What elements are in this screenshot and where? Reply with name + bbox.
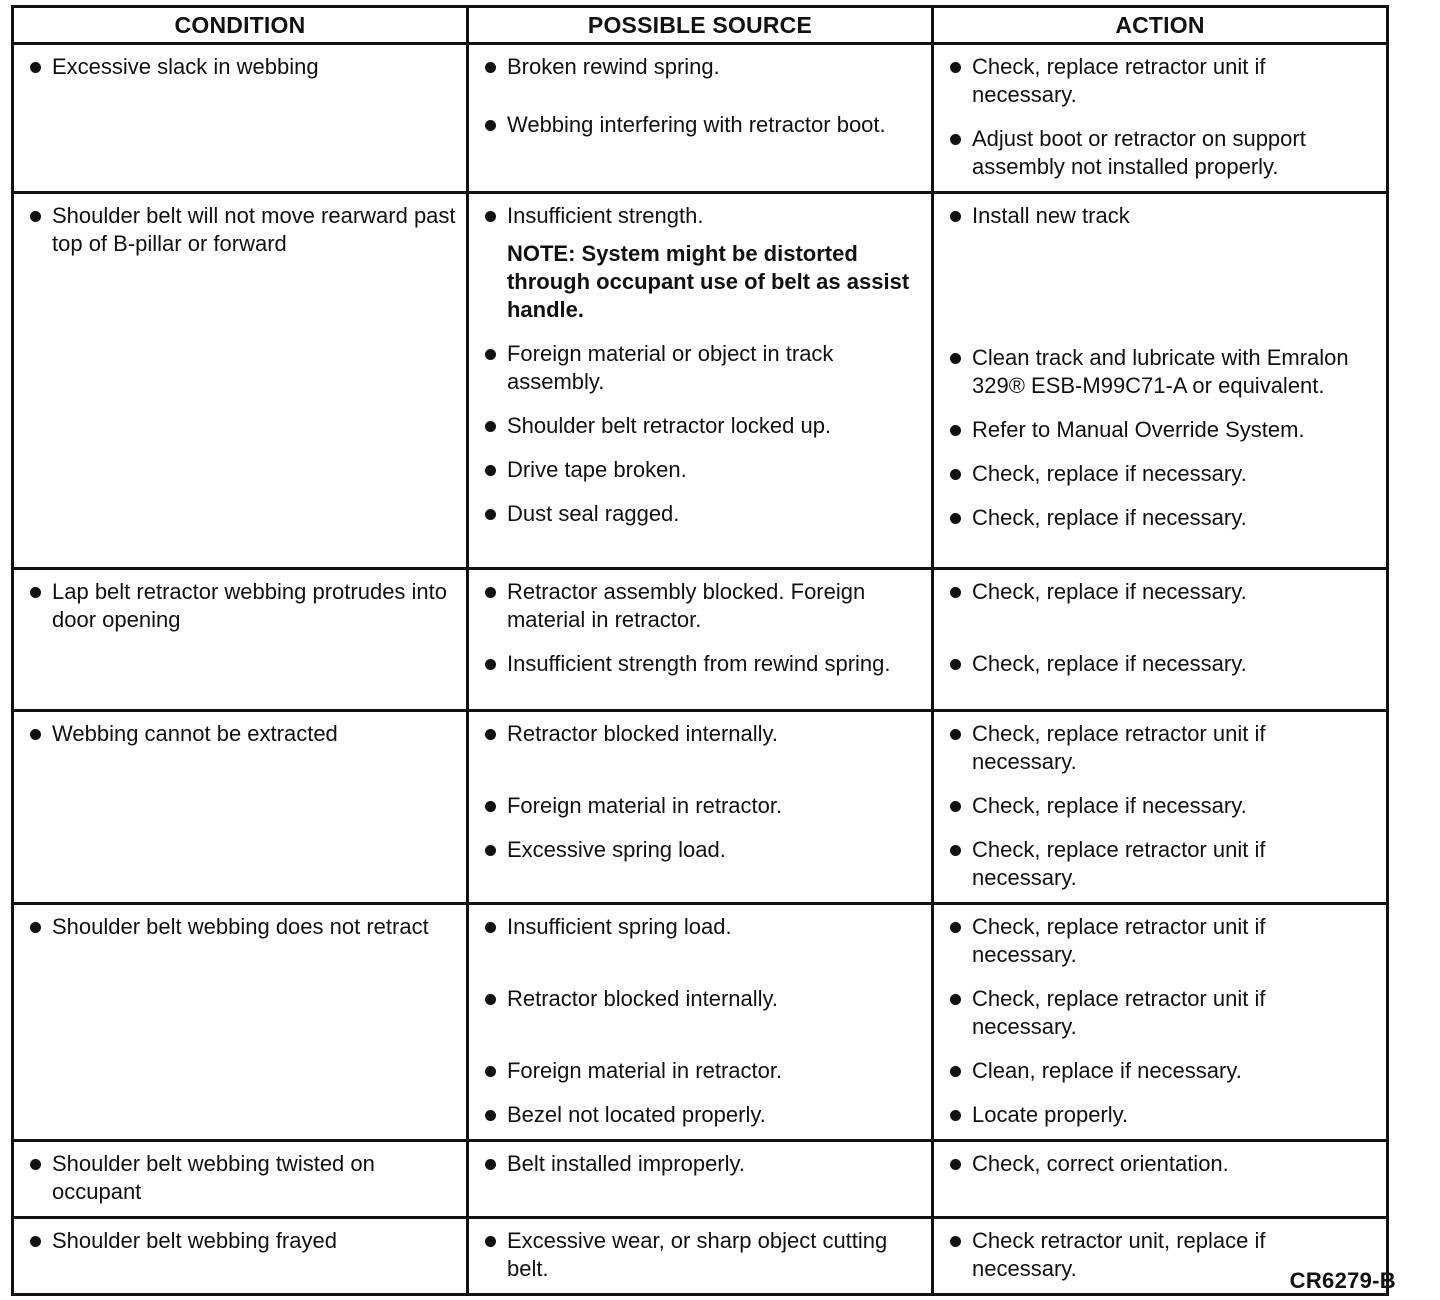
action-item	[948, 460, 1376, 488]
possible-source-header: POSSIBLE SOURCE	[467, 7, 932, 44]
bullet-icon	[483, 500, 507, 528]
table-row	[13, 44, 1388, 193]
condition-text: Shoulder belt will not move rearward past top of B-pillar or forward	[52, 203, 456, 256]
bullet-icon	[483, 1057, 507, 1085]
figure-code: CR6279-B	[1289, 1268, 1396, 1293]
action-text: Check, replace if necessary.	[972, 793, 1247, 818]
action-text: Check, correct orientation.	[972, 1151, 1229, 1176]
action-item	[948, 504, 1376, 532]
action-text: Clean track and lubricate with Emralon 329® ESB-M99C71-A or equivalent.	[972, 345, 1349, 398]
action-cell	[933, 193, 1388, 569]
condition-text: Excessive slack in webbing	[52, 54, 319, 79]
source-cell	[467, 711, 932, 904]
source-cell	[467, 904, 932, 1141]
source-text: Insufficient spring load.	[506, 914, 732, 939]
source-item	[483, 456, 921, 484]
condition-cell	[13, 193, 468, 569]
action-text: Check, replace retractor unit if necessary.	[972, 54, 1266, 107]
action-cell	[933, 904, 1388, 1141]
source-text: Foreign material in retractor.	[506, 1058, 783, 1083]
bullet-icon	[948, 504, 972, 532]
bullet-icon	[948, 650, 972, 678]
source-text: Excessive spring load.	[506, 837, 726, 862]
action-text: Check, replace if necessary.	[972, 505, 1247, 530]
condition-header: CONDITION	[13, 7, 468, 44]
action-item	[948, 416, 1376, 444]
action-text: Check, replace retractor unit if necessary.	[972, 986, 1266, 1039]
bullet-icon	[948, 344, 972, 372]
action-cell	[933, 711, 1388, 904]
source-text: Webbing interfering with retractor boot.	[506, 112, 886, 137]
bullet-icon	[948, 720, 972, 748]
source-item	[483, 500, 921, 528]
bullet-icon	[483, 412, 507, 440]
bullet-icon	[483, 720, 507, 748]
action-item	[948, 1150, 1376, 1178]
bullet-icon	[483, 985, 507, 1013]
source-item	[483, 913, 921, 941]
action-cell	[933, 1141, 1388, 1218]
bullet-icon	[483, 202, 507, 230]
action-item	[948, 53, 1376, 109]
action-text: Check, replace if necessary.	[972, 651, 1247, 676]
action-text: Check retractor unit, replace if necessary.	[972, 1228, 1266, 1281]
table-row	[13, 1141, 1388, 1218]
bullet-icon	[948, 53, 972, 81]
source-cell	[467, 1141, 932, 1218]
source-text: Foreign material in retractor.	[506, 793, 783, 818]
table-row	[13, 569, 1388, 711]
source-item	[483, 985, 921, 1013]
condition-text: Lap belt retractor webbing protrudes into door opening	[52, 579, 448, 632]
source-cell	[467, 1218, 932, 1295]
bullet-icon	[948, 1150, 972, 1178]
source-item	[483, 202, 921, 230]
bullet-icon	[483, 913, 507, 941]
condition-item	[28, 720, 456, 748]
bullet-icon	[948, 792, 972, 820]
table-row	[13, 1218, 1388, 1295]
source-item	[483, 650, 921, 678]
action-header: ACTION	[933, 7, 1388, 44]
bullet-icon	[483, 111, 507, 139]
bullet-icon	[483, 1101, 507, 1129]
action-cell	[933, 44, 1388, 193]
bullet-icon	[28, 202, 52, 230]
source-text: Retractor blocked internally.	[506, 986, 779, 1011]
action-text: Refer to Manual Override System.	[972, 417, 1305, 442]
action-cell	[933, 569, 1388, 711]
condition-cell	[13, 711, 468, 904]
table-row	[13, 904, 1388, 1141]
condition-item	[28, 1150, 456, 1206]
header-row	[13, 7, 1388, 44]
action-item	[948, 720, 1376, 776]
action-item	[948, 792, 1376, 820]
source-item	[483, 1150, 921, 1178]
bullet-icon	[948, 578, 972, 606]
condition-text: Shoulder belt webbing does not retract	[52, 914, 429, 939]
bullet-icon	[483, 650, 507, 678]
bullet-icon	[948, 460, 972, 488]
action-item	[948, 1057, 1376, 1085]
condition-cell	[13, 44, 468, 193]
source-item	[483, 1227, 921, 1283]
action-item	[948, 1101, 1376, 1129]
bullet-icon	[28, 913, 52, 941]
action-text: Check, replace if necessary.	[972, 461, 1247, 486]
condition-text: Webbing cannot be extracted	[52, 721, 338, 746]
source-text: Foreign material or object in track assembly.	[506, 341, 834, 394]
action-item	[948, 202, 1376, 230]
bullet-icon	[948, 1227, 972, 1255]
bullet-icon	[28, 1227, 52, 1255]
source-item	[483, 1101, 921, 1129]
source-text: Bezel not located properly.	[506, 1102, 766, 1127]
bullet-icon	[483, 1227, 507, 1255]
action-item	[948, 913, 1376, 969]
bullet-icon	[483, 578, 507, 606]
source-cell	[467, 569, 932, 711]
source-item	[483, 578, 921, 634]
bullet-icon	[483, 836, 507, 864]
bullet-icon	[483, 792, 507, 820]
source-text: Drive tape broken.	[506, 457, 687, 482]
source-item	[483, 1057, 921, 1085]
condition-text: Shoulder belt webbing twisted on occupant	[52, 1151, 375, 1204]
note-text: NOTE: System might be distorted through occupant use of belt as assist handle.	[506, 241, 910, 322]
source-item	[483, 792, 921, 820]
diagnosis-table	[11, 5, 1389, 1296]
condition-cell	[13, 569, 468, 711]
condition-cell	[13, 1141, 468, 1218]
action-item	[948, 125, 1376, 181]
bullet-icon	[948, 913, 972, 941]
source-text: Shoulder belt retractor locked up.	[506, 413, 832, 438]
source-item	[483, 340, 921, 396]
action-text: Check, replace retractor unit if necessary.	[972, 837, 1266, 890]
condition-item	[28, 53, 456, 81]
table-row	[13, 193, 1388, 569]
source-text: Insufficient strength from rewind spring.	[506, 651, 891, 676]
action-text: Locate properly.	[972, 1102, 1129, 1127]
source-cell	[467, 44, 932, 193]
action-item	[948, 578, 1376, 606]
source-text: Excessive wear, or sharp object cutting belt.	[506, 1228, 888, 1281]
condition-item	[28, 913, 456, 941]
source-text: Broken rewind spring.	[506, 54, 720, 79]
condition-cell	[13, 904, 468, 1141]
bullet-icon	[948, 202, 972, 230]
bullet-icon	[948, 416, 972, 444]
action-text: Clean, replace if necessary.	[972, 1058, 1242, 1083]
condition-text: Shoulder belt webbing frayed	[52, 1228, 337, 1253]
table-row	[13, 711, 1388, 904]
condition-item	[28, 202, 456, 258]
bullet-icon	[28, 53, 52, 81]
action-item	[948, 985, 1376, 1041]
source-text: Retractor assembly blocked. Foreign material in retractor.	[506, 579, 866, 632]
action-item	[948, 344, 1376, 400]
bullet-icon	[948, 985, 972, 1013]
condition-cell	[13, 1218, 468, 1295]
bullet-icon	[483, 53, 507, 81]
action-text: Adjust boot or retractor on support assembly not installed properly.	[972, 126, 1306, 179]
bullet-icon	[483, 340, 507, 368]
condition-item	[28, 1227, 456, 1255]
bullet-icon	[948, 1057, 972, 1085]
source-text: Belt installed improperly.	[506, 1151, 745, 1176]
bullet-icon	[948, 125, 972, 153]
bullet-icon	[28, 1150, 52, 1178]
bullet-icon	[483, 456, 507, 484]
source-item	[483, 836, 921, 864]
source-item	[483, 53, 921, 81]
action-text: Install new track	[972, 203, 1130, 228]
bullet-icon	[28, 578, 52, 606]
source-cell	[467, 193, 932, 569]
condition-item	[28, 578, 456, 634]
action-text: Check, replace if necessary.	[972, 579, 1247, 604]
bullet-icon	[28, 720, 52, 748]
source-item	[483, 412, 921, 440]
bullet-icon	[948, 836, 972, 864]
source-text: Dust seal ragged.	[506, 501, 680, 526]
action-item	[948, 650, 1376, 678]
action-text: Check, replace retractor unit if necessary.	[972, 721, 1266, 774]
bullet-icon	[483, 1150, 507, 1178]
source-item	[483, 111, 921, 139]
source-item	[483, 720, 921, 748]
action-item	[948, 836, 1376, 892]
bullet-icon	[948, 1101, 972, 1129]
action-text: Check, replace retractor unit if necessary.	[972, 914, 1266, 967]
source-text: Retractor blocked internally.	[506, 721, 779, 746]
source-text: Insufficient strength.	[506, 203, 704, 228]
